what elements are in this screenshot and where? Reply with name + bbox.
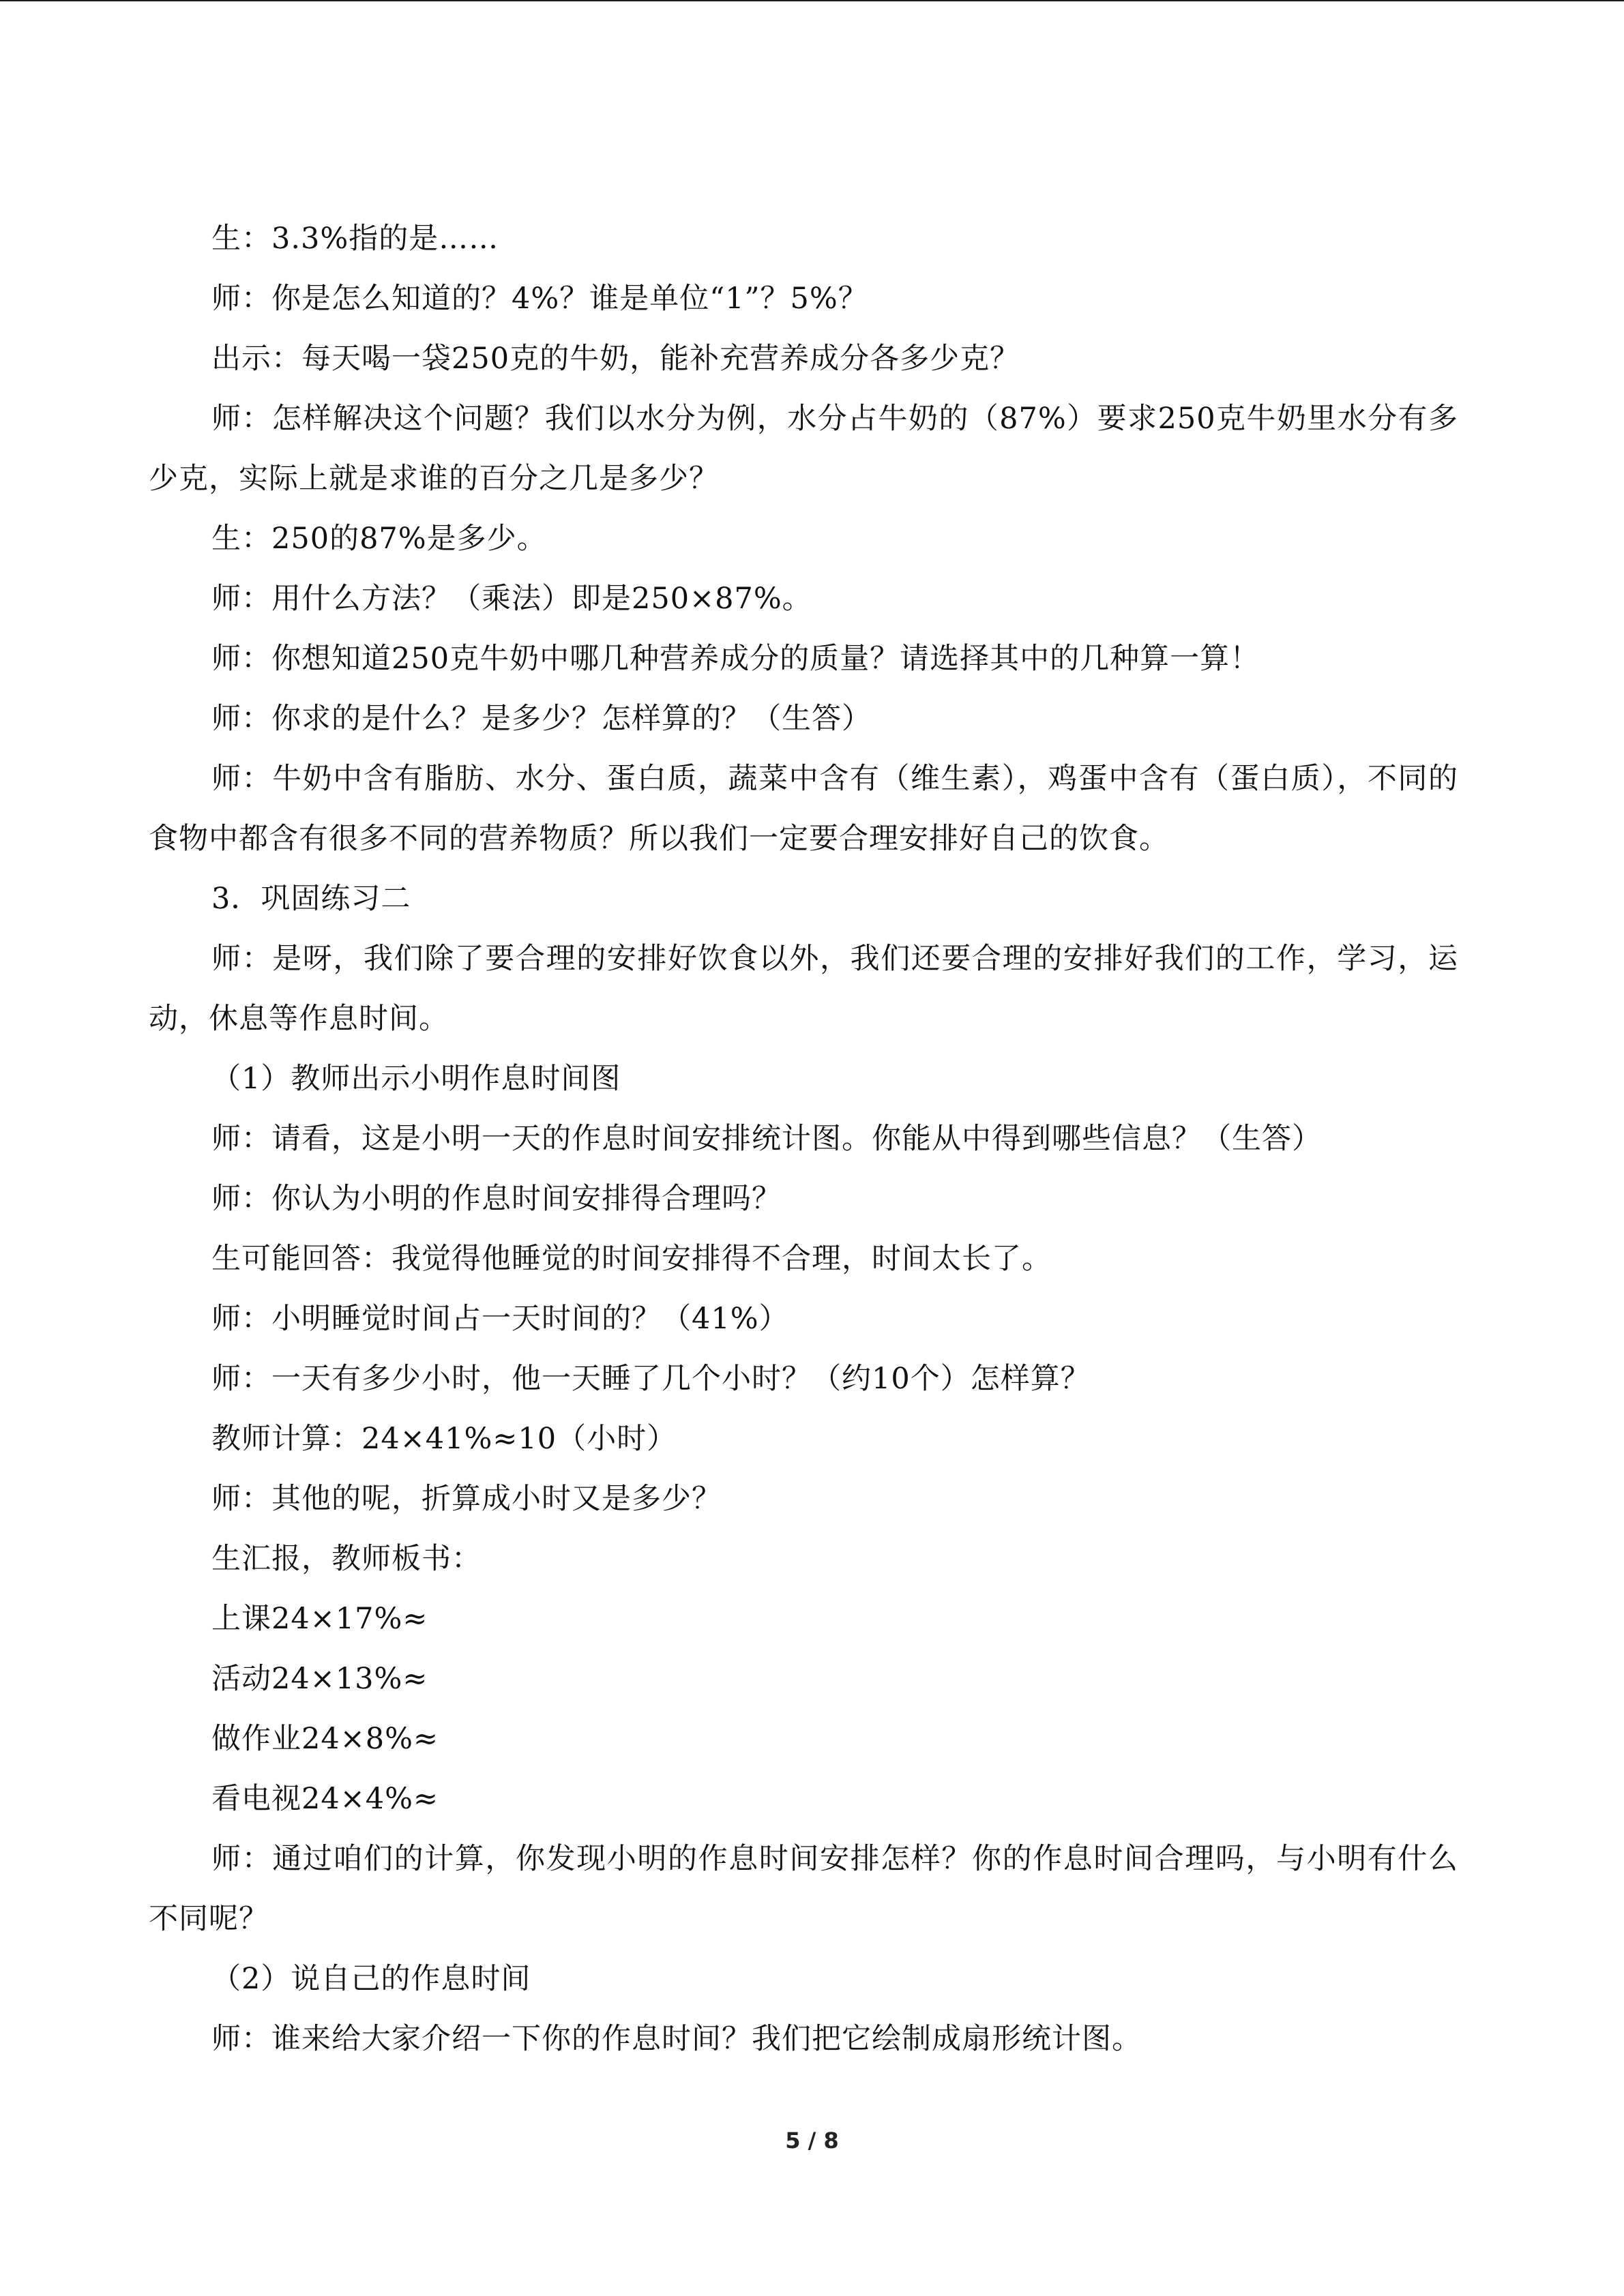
paragraph: 师：通过咱们的计算，你发现小明的作息时间安排怎样？你的作息时间合理吗，与小明有什么不同呢？ (149, 1842, 1458, 1936)
formula-line: 上课24×17%≈ (211, 1602, 428, 1636)
paragraph: 师：你求的是什么？是多少？怎样算的？（生答） (211, 702, 872, 736)
paragraph: 生：250的87%是多少。 (211, 522, 547, 556)
paragraph: 师：牛奶中含有脂肪、水分、蛋白质，蔬菜中含有（维生素），鸡蛋中含有（蛋白质），不同的食物中都含有很多不同的营养物质？所以我们一定要合理安排好自己的饮食。 (149, 762, 1458, 856)
paragraph: 师：其他的呢，折算成小时又是多少？ (211, 1482, 722, 1516)
paragraph: 师：是呀，我们除了要合理的安排好饮食以外，我们还要合理的安排好我们的工作，学习，运动，休息等作息时间。 (149, 942, 1458, 1036)
paragraph: 生汇报，教师板书： (211, 1542, 482, 1576)
formula-line: 活动24×13%≈ (211, 1662, 428, 1696)
paragraph: 生：3.3%指的是…… (211, 222, 499, 256)
paragraph: 师：你认为小明的作息时间安排得合理吗？ (211, 1182, 782, 1216)
formula-line: 看电视24×4%≈ (211, 1782, 439, 1816)
paragraph: 师：请看，这是小明一天的作息时间安排统计图。你能从中得到哪些信息？（生答） (211, 1122, 1322, 1156)
formula-line: 做作业24×8%≈ (211, 1722, 439, 1756)
paragraph: 师：谁来给大家介绍一下你的作息时间？我们把它绘制成扇形统计图。 (211, 2022, 1142, 2056)
subsection-heading: （1）教师出示小明作息时间图 (211, 1062, 621, 1096)
page-number: 5 / 8 (785, 2128, 839, 2153)
section-heading: 3．巩固练习二 (211, 882, 411, 916)
subsection-heading: （2）说自己的作息时间 (211, 1962, 531, 1996)
paragraph: 教师计算：24×41%≈10（小时） (211, 1422, 677, 1456)
paragraph: 师：你是怎么知道的？4%？谁是单位“1”？5%？ (211, 282, 868, 316)
document-body (149, 209, 1458, 2069)
paragraph: 生可能回答：我觉得他睡觉的时间安排得不合理，时间太长了。 (211, 1242, 1052, 1276)
paragraph: 师：一天有多少小时，他一天睡了几个小时？（约10个）怎样算？ (211, 1362, 1091, 1396)
paragraph: 师：小明睡觉时间占一天时间的？（41%） (211, 1302, 789, 1336)
paragraph: 师：你想知道250克牛奶中哪几种营养成分的质量？请选择其中的几种算一算！ (211, 642, 1260, 676)
paragraph: 师：用什么方法？（乘法）即是250×87%。 (211, 582, 812, 616)
top-border-line (0, 0, 1624, 1)
paragraph: 师：怎样解决这个问题？我们以水分为例，水分占牛奶的（87%）要求250克牛奶里水分有多少克，实际上就是求谁的百分之几是多少？ (149, 402, 1458, 496)
paragraph: 出示：每天喝一袋250克的牛奶，能补充营养成分各多少克？ (211, 342, 1020, 376)
